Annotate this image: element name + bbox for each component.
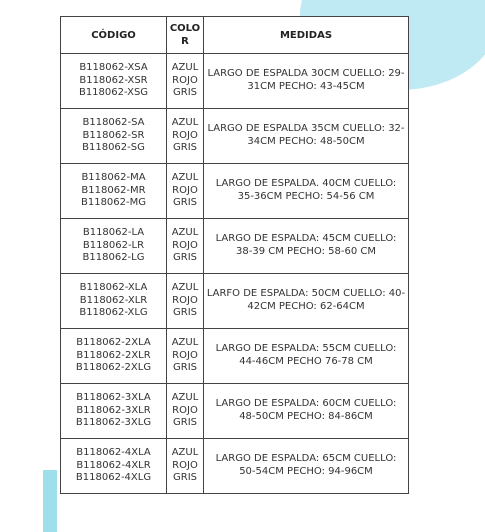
- product-code: B118062-4XLR: [76, 459, 151, 471]
- product-code: B118062-XLG: [79, 307, 148, 319]
- product-code: B118062-MA: [81, 172, 146, 184]
- code-cell: [61, 54, 167, 109]
- header-color-line2: R: [181, 36, 189, 47]
- color-name: ROJO: [172, 459, 198, 471]
- measures-cell: [204, 439, 409, 494]
- color-name: GRIS: [173, 307, 197, 319]
- product-code: B118062-4XLA: [76, 447, 151, 459]
- table-header-row: [61, 17, 409, 54]
- color-name: AZUL: [171, 172, 199, 184]
- measures-cell: [204, 54, 409, 109]
- table-row: [61, 164, 409, 219]
- measures-text: LARFO DE ESPALDA: 50CM CUELLO: 40-42CM PECHO: 62-64CM: [206, 288, 406, 312]
- color-name: GRIS: [173, 252, 197, 264]
- color-name: ROJO: [172, 129, 198, 141]
- table-row: [61, 439, 409, 494]
- color-cell: [167, 329, 204, 384]
- table-row: [61, 109, 409, 164]
- product-code: B118062-SR: [82, 129, 145, 141]
- product-code: B118062-SA: [82, 117, 145, 129]
- table-row: [61, 54, 409, 109]
- header-code: CÓDIGO: [61, 17, 167, 54]
- color-name: ROJO: [172, 404, 198, 416]
- code-cell: [61, 384, 167, 439]
- color-cell: [167, 274, 204, 329]
- product-code: B118062-3XLR: [76, 404, 151, 416]
- code-cell: [61, 219, 167, 274]
- product-code: B118062-3XLA: [76, 392, 151, 404]
- product-code: B118062-XSG: [78, 87, 149, 99]
- measures-cell: [204, 274, 409, 329]
- color-name: AZUL: [171, 337, 199, 349]
- color-name: GRIS: [173, 87, 197, 99]
- header-measures: MEDIDAS: [204, 17, 409, 54]
- color-name: AZUL: [171, 392, 199, 404]
- measures-text: LARGO DE ESPALDA: 60CM CUELLO: 48-50CM PECHO: 84-86CM: [215, 398, 397, 422]
- code-cell: [61, 274, 167, 329]
- product-code: B118062-XSR: [79, 74, 148, 86]
- size-table: [60, 16, 409, 494]
- code-cell: [61, 109, 167, 164]
- product-code: B118062-2XLR: [76, 349, 151, 361]
- product-code: B118062-MR: [81, 184, 146, 196]
- table-row: [61, 219, 409, 274]
- product-code: B118062-SG: [82, 142, 145, 154]
- measures-cell: [204, 329, 409, 384]
- measures-cell: [204, 384, 409, 439]
- product-code: B118062-LA: [82, 227, 145, 239]
- product-code: B118062-LG: [82, 252, 145, 264]
- header-color: [167, 17, 204, 54]
- color-name: ROJO: [172, 74, 198, 86]
- code-cell: [61, 439, 167, 494]
- color-cell: [167, 439, 204, 494]
- product-code: B118062-2XLG: [75, 362, 152, 374]
- product-code: B118062-XLR: [79, 294, 148, 306]
- color-name: GRIS: [173, 417, 197, 429]
- measures-text: LARGO DE ESPALDA 30CM CUELLO: 29-31CM PECHO: 43-45CM: [207, 68, 405, 92]
- header-color-line1: COLO: [169, 23, 201, 34]
- color-cell: [167, 164, 204, 219]
- product-code: B118062-MG: [80, 197, 147, 209]
- color-cell: [167, 219, 204, 274]
- color-name: ROJO: [172, 184, 198, 196]
- color-cell: [167, 109, 204, 164]
- color-name: GRIS: [173, 142, 197, 154]
- color-name: ROJO: [172, 349, 198, 361]
- code-cell: [61, 164, 167, 219]
- color-cell: [167, 384, 204, 439]
- product-code: B118062-3XLG: [75, 417, 152, 429]
- measures-cell: [204, 109, 409, 164]
- measures-text: LARGO DE ESPALDA. 40CM CUELLO: 35-36CM PECHO: 54-56 CM: [215, 178, 397, 202]
- measures-text: LARGO DE ESPALDA: 55CM CUELLO: 44-46CM PECHO 76-78 CM: [215, 343, 397, 367]
- measures-text: LARGO DE ESPALDA: 45CM CUELLO: 38-39 CM PECHO: 58-60 CM: [215, 233, 397, 257]
- code-cell: [61, 329, 167, 384]
- color-name: AZUL: [171, 447, 199, 459]
- product-code: B118062-4XLG: [75, 472, 152, 484]
- product-code: B118062-2XLA: [76, 337, 151, 349]
- measures-text: LARGO DE ESPALDA 35CM CUELLO: 32-34CM PECHO: 48-50CM: [207, 123, 405, 147]
- measures-cell: [204, 164, 409, 219]
- color-name: AZUL: [171, 62, 199, 74]
- color-name: GRIS: [173, 472, 197, 484]
- color-name: GRIS: [173, 197, 197, 209]
- table-row: [61, 329, 409, 384]
- color-name: AZUL: [171, 282, 199, 294]
- color-cell: [167, 54, 204, 109]
- table-row: [61, 384, 409, 439]
- table-row: [61, 274, 409, 329]
- product-code: B118062-XSA: [79, 62, 148, 74]
- color-name: AZUL: [171, 117, 199, 129]
- decorative-background-strip: [43, 470, 57, 532]
- measures-cell: [204, 219, 409, 274]
- color-name: AZUL: [171, 227, 199, 239]
- color-name: ROJO: [172, 294, 198, 306]
- product-code: B118062-XLA: [79, 282, 148, 294]
- color-name: ROJO: [172, 239, 198, 251]
- color-name: GRIS: [173, 362, 197, 374]
- product-code: B118062-LR: [82, 239, 145, 251]
- measures-text: LARGO DE ESPALDA: 65CM CUELLO: 50-54CM PECHO: 94-96CM: [215, 453, 397, 477]
